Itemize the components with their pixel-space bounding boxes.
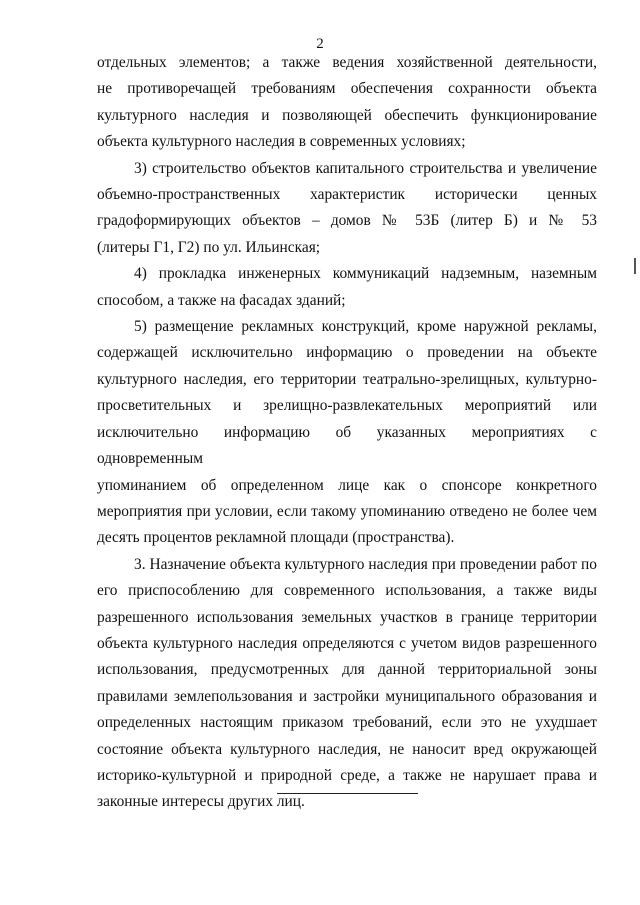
page-number: 2: [316, 36, 324, 52]
text-line: 3) строительство объектов капитального строительства и увеличение: [134, 159, 597, 177]
text-line: объекта культурного наследия определяются с учетом видов разрешенного: [97, 634, 597, 652]
paragraph-4: [97, 314, 597, 552]
text-line: мероприятия при условии, если такому упоминанию отведено не более чем: [97, 502, 597, 520]
text-line: 5) размещение рекламных конструкций, кроме наружной рекламы,: [134, 318, 597, 336]
paragraph-5: [97, 552, 597, 816]
text-line: состояние объекта культурного наследия, не наносит вред окружающей: [97, 740, 597, 758]
text-line: объемно-пространственных характеристик исторически ценных: [97, 186, 597, 204]
text-line: правилами землепользования и застройки муниципального образования и: [97, 687, 597, 705]
text-line: использования, предусмотренных для данной территориальной зоны: [97, 661, 597, 679]
paragraph-1: [97, 50, 597, 156]
text-line: исключительно информацию об указанных мероприятиях с одновременным: [97, 423, 597, 468]
scan-edge-mark: [634, 258, 636, 274]
text-line: просветительных и зрелищно-развлекательных мероприятий или: [97, 397, 597, 415]
text-line: законные интересы других лиц.: [97, 793, 305, 811]
text-line: разрешенного использования земельных участков в границе территории: [97, 608, 597, 626]
text-line: не противоречащей требованиям обеспечения сохранности объекта: [97, 80, 597, 98]
text-line: 4) прокладка инженерных коммуникаций надземным, наземным: [134, 265, 597, 283]
document-body: [97, 50, 597, 816]
text-line: способом, а также на фасадах зданий;: [97, 291, 346, 309]
paragraph-2: [97, 156, 597, 262]
text-line: (литеры Г1, Г2) по ул. Ильинская;: [97, 238, 321, 256]
text-line: объекта культурного наследия в современных условиях;: [97, 133, 466, 151]
text-line: его приспособлению для современного использования, а также виды: [97, 582, 597, 600]
paragraph-3: [97, 261, 597, 314]
text-line: определенных настоящим приказом требований, если это не ухудшает: [97, 714, 597, 732]
text-line: культурного наследия, его территории театрально-зрелищных, культурно-: [97, 370, 597, 388]
text-line: упоминанием об определенном лице как о спонсоре конкретного: [97, 476, 597, 494]
text-line: 3. Назначение объекта культурного наследия при проведении работ по: [134, 555, 597, 573]
text-line: содержащей исключительно информацию о проведении на объекте: [97, 344, 597, 362]
text-line: культурного наследия и позволяющей обеспечить функционирование: [97, 106, 597, 124]
text-line: историко-культурной и природной среде, а также не нарушает права и: [97, 766, 597, 784]
end-separator-line: [277, 793, 418, 794]
text-line: отдельных элементов; а также ведения хозяйственной деятельности,: [97, 54, 597, 71]
text-line: градоформирующих объектов – домов № 53Б (литер Б) и № 53: [97, 212, 597, 230]
text-line: десять процентов рекламной площади (пространства).: [97, 529, 455, 547]
